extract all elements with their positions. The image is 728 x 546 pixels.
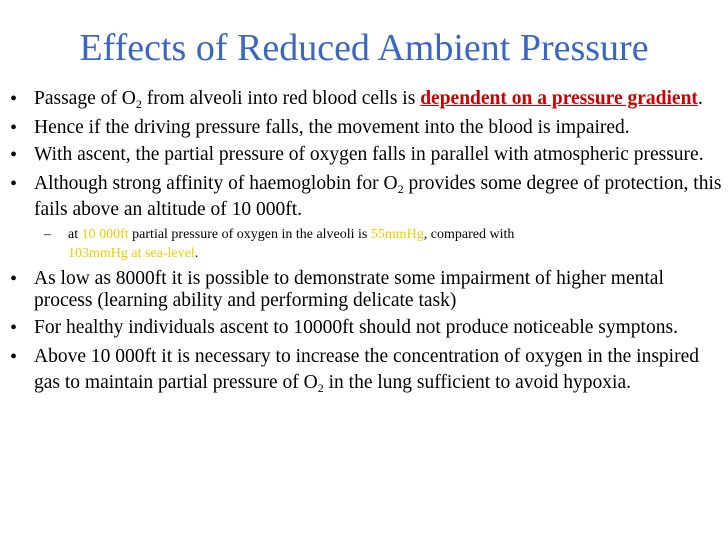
- bullet-mental-impairment: • As low as 8000ft it is possible to demonstrate some impairment of higher mental process (learning ability and performing delicate task): [10, 268, 722, 312]
- bullet-ascent: • With ascent, the partial pressure of oxygen falls in parallel with atmospheric pressure.: [10, 144, 722, 166]
- bullet-text: provides some degree of protection, this fails above an altitude of 10 000ft.: [34, 173, 722, 220]
- bullet-text: Although strong affinity of haemoglobin for O: [34, 173, 398, 194]
- bullet-text: Above 10 000ft it is necessary to increase the concentration of oxygen in the inspired gas to maintain partial pressure of O: [34, 346, 699, 393]
- sub-text: partial pressure of oxygen in the alveoli is: [128, 227, 371, 242]
- bullet-haemoglobin: [10, 171, 722, 223]
- sub-text: , compared with: [423, 227, 515, 242]
- subscript: 2: [317, 381, 324, 395]
- bullet-pressure-gradient: [10, 86, 722, 112]
- bullet-text: in the lung sufficient to avoid hypoxia.: [323, 372, 632, 393]
- highlight-altitude: 10 000ft: [81, 227, 129, 242]
- subscript: 2: [397, 182, 404, 196]
- bullet-text: from alveoli into red blood cells is: [141, 88, 421, 109]
- subscript: 2: [135, 97, 142, 111]
- bullet-list: [10, 86, 722, 401]
- highlight-sea-level: 103mmHg at sea-level: [68, 246, 195, 261]
- bullet-healthy-individuals: • For healthy individuals ascent to 10000ft should not produce noticeable symptons.: [10, 317, 722, 339]
- highlight-value: 55mmHg: [370, 227, 424, 242]
- bullet-driving-pressure: • Hence if the driving pressure falls, the movement into the blood is impaired.: [10, 117, 722, 139]
- sub-text: at: [68, 227, 82, 242]
- bullet-text: Passage of O: [34, 88, 136, 109]
- sub-text: .: [194, 246, 199, 261]
- emphasis-text: dependent on a pressure gradient: [420, 88, 698, 109]
- bullet-text: .: [697, 88, 703, 109]
- sub-bullet-alveolar-pressure: [10, 225, 722, 263]
- slide-title: Effects of Reduced Ambient Pressure: [79, 27, 649, 69]
- bullet-oxygen-concentration: [10, 344, 722, 396]
